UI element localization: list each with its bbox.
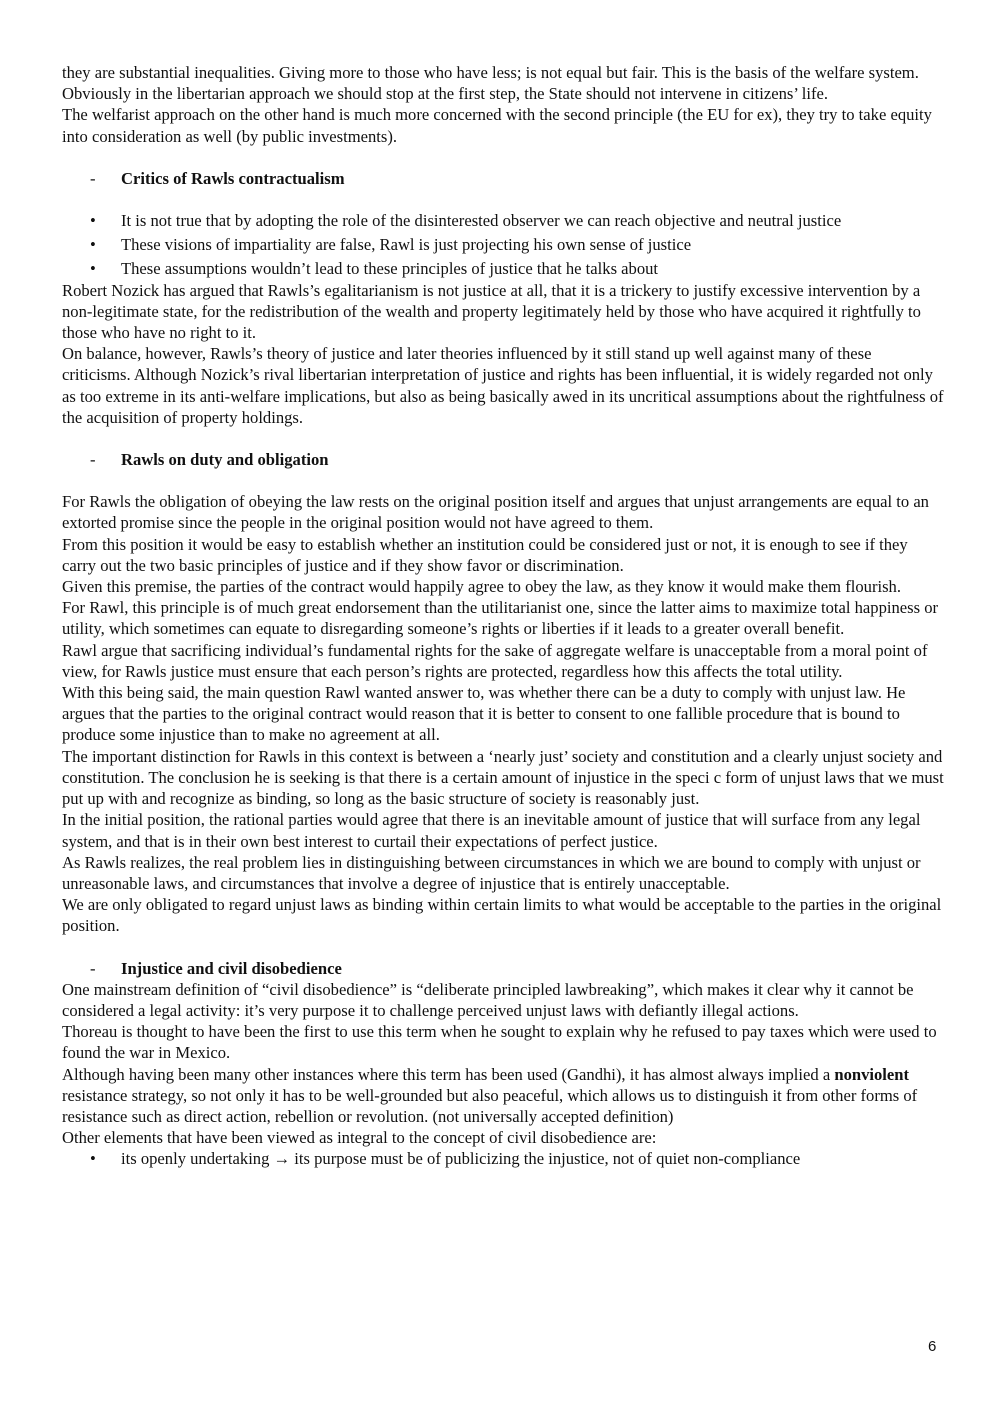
paragraph: As Rawls realizes, the real problem lies in distinguishing between circumstances in which we are bound to comply with unjust or unreasonable laws, and circumstances that involve a degree of injustice that is entirely unacceptable. (62, 852, 921, 893)
paragraph: From this position it would be easy to establish whether an institution could be considered just or not, it is enough to see if they carry out the two basic principles of justice and if they show favor or discrimination. (62, 534, 908, 575)
section-heading-text: Rawls on duty and obligation (121, 450, 329, 470)
dash-marker: - (90, 958, 96, 978)
paragraph: With this being said, the main question Rawl wanted answer to, was whether there can be a duty to comply with unjust law. He argues that the parties to the original contract would reason that it is better to consent to one fallible procedure that is bound to produce some injustice than to make no agreement at all. (62, 683, 906, 745)
bullet-marker: • (90, 1149, 96, 1169)
dash-marker: - (90, 450, 96, 470)
list-item (62, 258, 944, 279)
section-heading-text: Injustice and civil disobedience (121, 958, 342, 978)
paragraph: In the initial position, the rational parties would agree that there is an inevitable amount of justice that will surface from any legal system, and that is in their own best interest to curtail their expectations of perfect justice. (62, 810, 921, 851)
dash-marker: - (90, 168, 96, 188)
paragraph: Robert Nozick has argued that Rawls’s egalitarianism is not justice at all, that it is a trickery to justify excessive intervention by a non-legitimate state, for the redistribution of the wealth and property legitimately held by those who have acquired it rightfully to those who have no right to it. (62, 280, 921, 343)
paragraph: The important distinction for Rawls in this context is between a ‘nearly just’ society and constitution and a clearly unjust society and constitution. The conclusion he is seeking is that there is a certain amount of injustice in the speci c form of unjust laws that we must put up with and recognize as binding, so long as the basic structure of society is reasonably just. (62, 746, 944, 809)
section-heading-text: Critics of Rawls contractualism (121, 168, 345, 188)
list-item-text: These assumptions wouldn’t lead to these principles of justice that he talks about (121, 259, 659, 279)
paragraph (62, 1064, 944, 1128)
list-item-text: It is not true that by adopting the role of the disinterested observer we can reach objective and neutral justice (121, 211, 842, 231)
emphasis-text: nonviolent (834, 1064, 910, 1084)
section-heading-civil (62, 958, 944, 979)
paragraph: One mainstream definition of “civil disobedience” is “deliberate principled lawbreaking”, which makes it clear why it cannot be considered a legal activity: it’s very purpose it to challenge perceived unjust laws with defiantly illegal actions. (62, 979, 914, 1020)
paragraph: For Rawls the obligation of obeying the law rests on the original position itself and argues that unjust arrangements are equal to an extorted promise since the people in the original position would not have agreed to them. (62, 492, 929, 533)
list-item-text: its openly undertaking → its purpose must be of publicizing the injustice, not of quiet non-compliance (121, 1149, 801, 1169)
paragraph: The welfarist approach on the other hand is much more concerned with the second principle (the EU for ex), they try to take equity into consideration as well (by public investments). (62, 105, 932, 146)
bullet-marker: • (90, 259, 96, 279)
bullet-marker: • (90, 211, 96, 231)
civil-list (62, 1148, 944, 1169)
paragraph: Given this premise, the parties of the contract would happily agree to obey the law, as they know it would make them flourish. (62, 577, 901, 597)
paragraph: For Rawl, this principle is of much great endorsement than the utilitarianist one, since the latter aims to maximize total happiness or utility, which sometimes can equate to disregarding someone’s rights or liberties if it leads to a greater overall benefit. (62, 598, 939, 639)
page-content (62, 62, 944, 1170)
paragraph: Other elements that have been viewed as integral to the concept of civil disobedience are: (62, 1128, 657, 1148)
paragraph-text: Although having been many other instances where this term has been used (Gandhi), it has almost always implied a (62, 1064, 835, 1084)
page-number: 6 (928, 1338, 937, 1355)
list-item (62, 234, 944, 255)
paragraph: they are substantial inequalities. Giving more to those who have less; is not equal but fair. This is the basis of the welfare system. (62, 63, 919, 82)
section-heading-duty (62, 449, 944, 470)
list-item (62, 210, 944, 231)
paragraph-text: resistance strategy, so not only it has to be well-grounded but also peaceful, which allows us to distinguish it from other forms of resistance such as direct action, rebellion or revolution. (not universally accepted definition) (62, 1085, 918, 1126)
list-item-text: These visions of impartiality are false, Rawl is just projecting his own sense of justice (121, 235, 692, 255)
paragraph: On balance, however, Rawls’s theory of justice and later theories influenced by it still stand up well against many of these criticisms. Although Nozick’s rival libertarian interpretation of justice and rights has been influential, it is widely regarded not only as too extreme in its anti-welfare implications, but also as being basically awed in its uncritical assumptions about the rightfulness of the acquisition of property holdings. (62, 344, 944, 427)
list-item (62, 1148, 944, 1169)
paragraph: We are only obligated to regard unjust laws as binding within certain limits to what would be acceptable to the parties in the original position. (62, 895, 942, 936)
paragraph: Thoreau is thought to have been the first to use this term when he sought to explain why he refused to pay taxes which were used to found the war in Mexico. (62, 1022, 937, 1063)
paragraph: Rawl argue that sacrificing individual’s fundamental rights for the sake of aggregate welfare is unacceptable from a moral point of view, for Rawls justice must ensure that each person’s rights are protected, regardless how this affects the total utility. (62, 640, 928, 681)
paragraph: Obviously in the libertarian approach we should stop at the first step, the State should not intervene in citizens’ life. (62, 84, 829, 104)
bullet-marker: • (90, 235, 96, 255)
section-heading-critics (62, 168, 944, 189)
critics-list (62, 210, 944, 280)
